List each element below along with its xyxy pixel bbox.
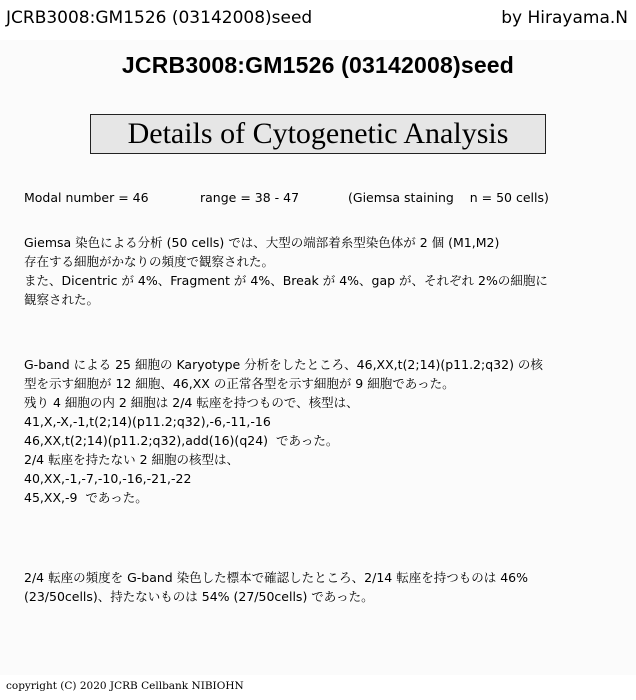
modal-number-line bbox=[24, 188, 619, 207]
text-line: 存在する細胞がかなりの頻度で観察された。 bbox=[24, 254, 275, 269]
karyotype-line: 41,X,-X,-1,t(2;14)(p11.2;q32),-6,-11,-16 bbox=[24, 414, 271, 429]
image-header bbox=[6, 8, 628, 32]
range-value: range = 38 - 47 bbox=[200, 190, 300, 205]
text-line: 観察された。 bbox=[24, 292, 100, 307]
text-line: 2/4 転座の頻度を G-band 染色した標本で確認したところ、2/14 転座を持つものは 46% bbox=[24, 570, 528, 585]
text-line: G-band による 25 細胞の Karyotype 分析をしたところ、46,XX,t(2;14)(p11.2;q32) の核 bbox=[24, 357, 543, 372]
paragraph-translocation-frequency bbox=[24, 568, 619, 606]
header-credit: by Hirayama.N bbox=[501, 8, 628, 28]
text-line: 2/4 転座を持たない 2 細胞の核型は、 bbox=[24, 452, 239, 467]
text-line: また、Dicentric が 4%、Fragment が 4%、Break が 4%、gap が、それぞれ 2%の細胞に bbox=[24, 273, 548, 288]
header-title: JCRB3008:GM1526 (03142008)seed bbox=[6, 8, 313, 28]
text-line: 残り 4 細胞の内 2 細胞は 2/4 転座を持つもので、核型は、 bbox=[24, 395, 359, 410]
paragraph-gband bbox=[24, 355, 619, 507]
karyotype-line: 46,XX,t(2;14)(p11.2;q32),add(16)(q24) であった。 bbox=[24, 433, 339, 448]
text-line: Giemsa 染色による分析 (50 cells) では、大型の端部着糸型染色体が 2 個 (M1,M2) bbox=[24, 235, 500, 250]
karyotype-line: 45,XX,-9 であった。 bbox=[24, 490, 148, 505]
copyright-footer: copyright (C) 2020 JCRB Cellbank NIBIOHN bbox=[6, 680, 244, 692]
text-line: 型を示す細胞が 12 細胞、46,XX の正常各型を示す細胞が 9 細胞であった。 bbox=[24, 376, 455, 391]
document-title: JCRB3008:GM1526 (03142008)seed bbox=[121, 52, 515, 78]
boxed-heading: Details of Cytogenetic Analysis bbox=[90, 114, 546, 154]
modal-number: Modal number = 46 bbox=[24, 190, 149, 205]
staining-info: (Giemsa staining n = 50 cells) bbox=[348, 190, 549, 205]
text-line: (23/50cells)、持たないものは 54% (27/50cells) であった。 bbox=[24, 589, 374, 604]
paragraph-giemsa bbox=[24, 233, 619, 309]
karyotype-line: 40,XX,-1,-7,-10,-16,-21,-22 bbox=[24, 471, 192, 486]
